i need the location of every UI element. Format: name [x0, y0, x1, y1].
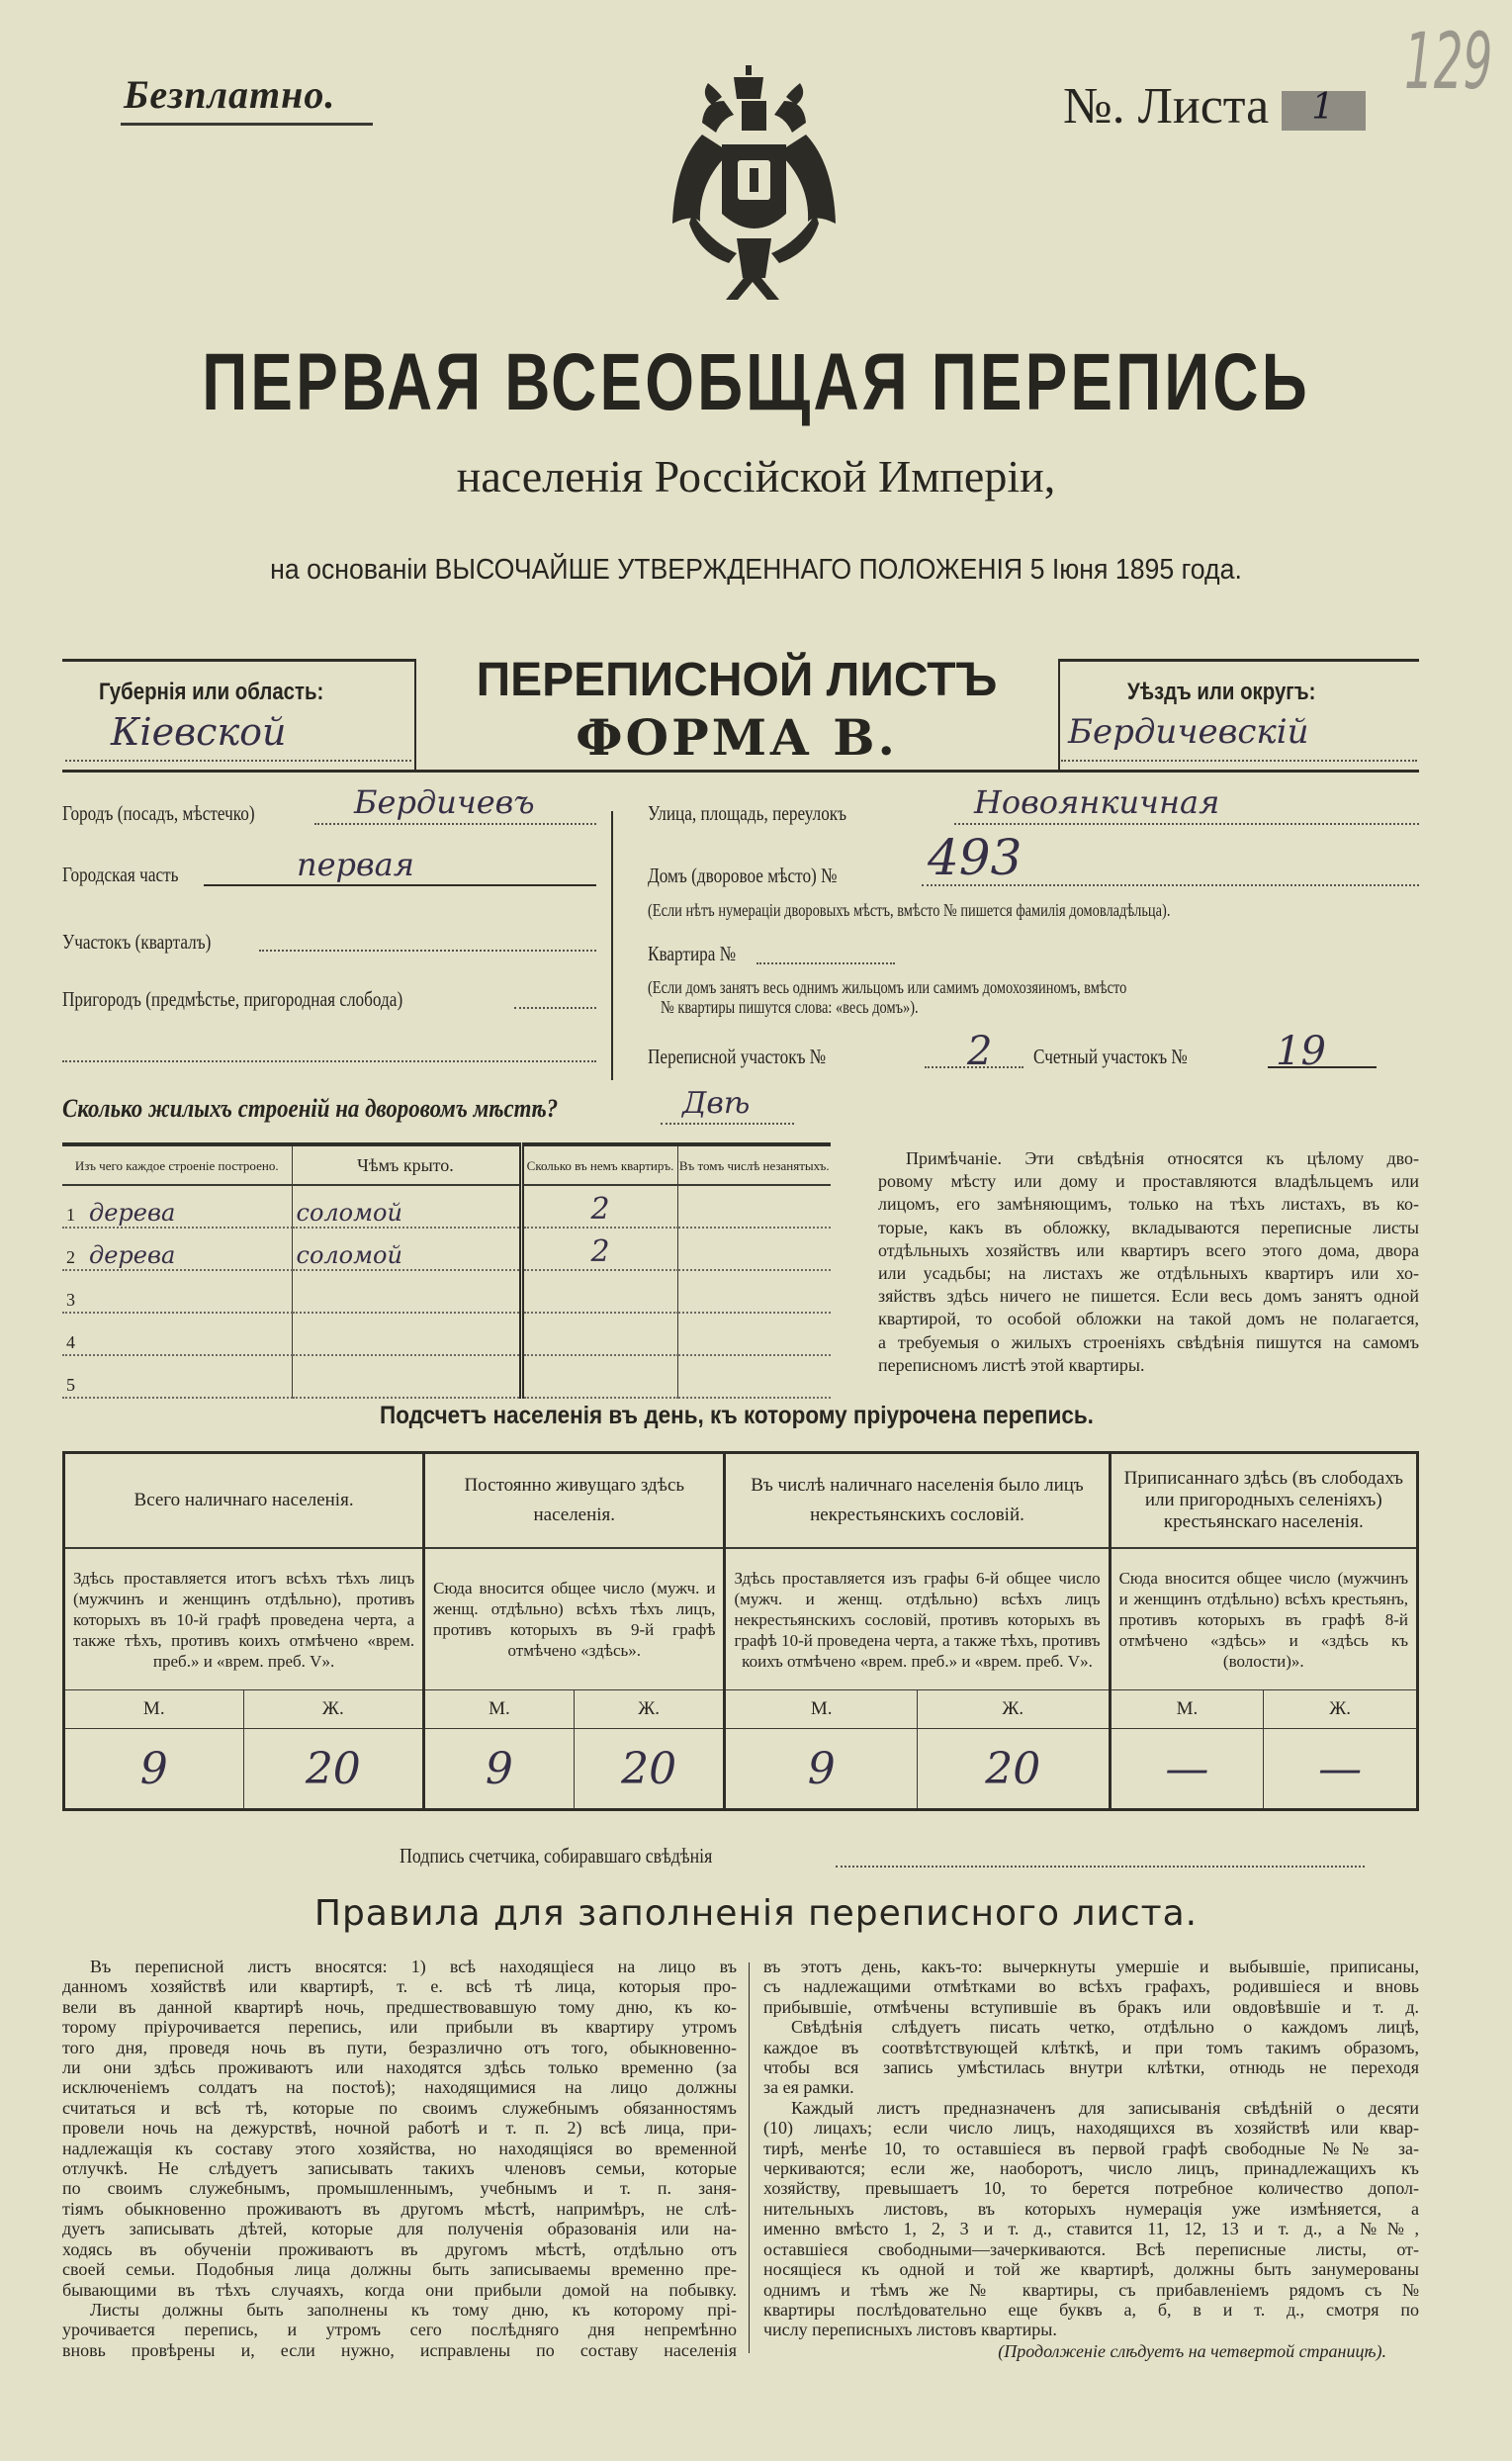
- house-note: (Если нѣтъ нумераціи дворовыхъ мѣстъ, вмѣсто № пишется фамилія домовладѣльца).: [648, 900, 1171, 920]
- rules-left-column: [62, 1957, 737, 2360]
- roof-cell[interactable]: [292, 1270, 521, 1313]
- female-header: Ж.: [574, 1690, 725, 1729]
- text-line: Каждый листъ предназначенъ для записыванія свѣдѣній о десяти: [791, 2097, 1419, 2118]
- structures-answer: Двѣ: [682, 1086, 751, 1121]
- vacant-cell[interactable]: [677, 1228, 831, 1270]
- divider: [121, 123, 373, 126]
- vacant-cell[interactable]: [677, 1355, 831, 1398]
- text-line: отдѣльныхъ хозяйствъ или квартиръ всего этого дома, двора: [878, 1239, 1419, 1260]
- female-count-field[interactable]: —: [1264, 1729, 1418, 1810]
- city-value: Бердичевъ: [354, 783, 535, 821]
- text-line: каждое въ соотвѣтствующей клѣткѣ, и при томъ такимъ образомъ,: [763, 2037, 1419, 2057]
- text-line: того дня, проведя ночь въ пути, безразлично отъ того, обыкновенно-: [62, 2037, 737, 2057]
- text-line: зяйствъ здѣсь ничего не пишется. Если весь домъ занятъ одной: [878, 1286, 1419, 1307]
- roof-cell[interactable]: [292, 1228, 521, 1270]
- text-line: квартирой, то особой обложки на такой домъ не полагается,: [878, 1309, 1419, 1329]
- table-row: [62, 1313, 831, 1355]
- column-header: Въ числѣ наличнаго населенія было лицъ некрестьянскихъ сословій.: [725, 1453, 1110, 1549]
- structures-table: [62, 1142, 831, 1399]
- column-description: Сюда вносится общее число (мужчинъ и женщинъ отдѣльно) всѣхъ крестьянъ, противъ которыхъ въ графѣ 8-й отмѣчено «здѣсь» и «здѣсь къ (волости)».: [1110, 1548, 1417, 1690]
- count-district-label: Счетный участокъ №: [1033, 1045, 1188, 1068]
- column-description: Здѣсь проставляется изъ графы 6-й общее число (мужч. и женщ. отдѣльно) всѣхъ лицъ некрестьянскихъ сословій, противъ которыхъ въ графѣ 10-й проведена черта, а также тѣхъ, противъ коихъ отмѣчено «врем. преб.» и «врем. преб. V».: [725, 1548, 1110, 1690]
- text-line: надлежащія къ составу этого хозяйства, но находящіяся во временной: [62, 2138, 737, 2158]
- male-header: М.: [424, 1690, 575, 1729]
- apartments-cell[interactable]: [521, 1270, 677, 1313]
- structures-question: Сколько жилыхъ строеній на дворовомъ мѣстѣ?: [62, 1094, 559, 1123]
- divider: [749, 1962, 750, 2353]
- rules-right-column: [763, 1957, 1419, 2340]
- male-count-field[interactable]: 9: [725, 1729, 918, 1810]
- city-part-field[interactable]: [204, 884, 596, 886]
- text-line: торому пріурочивается перепись, или прибыли въ квартиру утромъ: [62, 2017, 737, 2038]
- apartment-note: (Если домъ занятъ весь однимъ жильцомъ или самимъ домохозяиномъ, вмѣсто: [648, 977, 1127, 997]
- page-subtitle: населенія Россійской Имперіи,: [456, 451, 1056, 501]
- sheet-number: [1063, 77, 1366, 136]
- apartment-field[interactable]: [756, 962, 895, 964]
- text-line: ровому мѣсту или дому и проставляются владѣльцемъ или: [878, 1171, 1419, 1192]
- table-row: [62, 1270, 831, 1313]
- text-line: данномъ хозяйствѣ или квартирѣ, т. е. всѣ тѣ лица, которыя про-: [62, 1976, 737, 1997]
- text-line: переписномъ листѣ этой квартиры.: [878, 1354, 1145, 1375]
- rules-title: Правила для заполненія переписного листа.: [313, 1893, 1199, 1934]
- house-label: Домъ (дворовое мѣсто) №: [648, 864, 838, 887]
- text-line: а требуемыя о жилыхъ строеніяхъ свѣдѣнія пишутся на самомъ: [878, 1331, 1419, 1352]
- column-description: Здѣсь проставляется итогъ всѣхъ тѣхъ лицъ (мужчинъ и женщинъ отдѣльно), противъ которыхъ въ 10-й графѣ проведена черта, а также тѣхъ, противъ коихъ отмѣчено «врем. преб.» и «врем. преб. V».: [64, 1548, 424, 1690]
- material-cell[interactable]: [62, 1185, 292, 1228]
- text-line: вновь провѣрены и, если нужно, исправлены по составу населенія: [62, 2339, 737, 2360]
- apartment-note: № квартиры пишутся слова: «весь домъ»).: [661, 997, 919, 1017]
- street-field[interactable]: [954, 823, 1419, 825]
- text-line: своей семьи. Подобныя лица должны быть записываемы временно пре-: [62, 2259, 737, 2280]
- suburb-label: Пригородъ (предмѣстье, пригородная слобода): [62, 987, 403, 1011]
- male-header: М.: [725, 1690, 918, 1729]
- apartments-cell[interactable]: [521, 1355, 677, 1398]
- text-line: прибывшіе, отмѣчены вступившіе въ бракъ или овдовѣвшіе и т. д.: [763, 1996, 1419, 2017]
- text-line: или усадьбы; на листахъ же отдѣльныхъ квартиръ или хо-: [878, 1263, 1419, 1284]
- text-line: Въ переписной листъ вносятся: 1) всѣ находящіеся на лицо въ: [90, 1957, 737, 1976]
- material-cell-value: дерева: [89, 1199, 176, 1227]
- text-line: Примѣчаніе. Эти свѣдѣнія относятся къ цѣлому дво-: [906, 1148, 1419, 1168]
- female-header: Ж.: [243, 1690, 424, 1729]
- description-row: [64, 1548, 1418, 1690]
- divider: [62, 770, 1419, 773]
- text-line: хозяйству, превышаетъ 10, то берется потребное количество допол-: [763, 2178, 1419, 2199]
- roof-cell[interactable]: [292, 1313, 521, 1355]
- vacant-cell[interactable]: [677, 1185, 831, 1228]
- roof-cell-value: соломой: [296, 1241, 402, 1269]
- column-header: Постоянно живущаго здѣсь населенія.: [424, 1453, 725, 1549]
- vacant-cell[interactable]: [677, 1313, 831, 1355]
- apartments-cell-value: 2: [590, 1234, 610, 1269]
- text-line: черкиваются; если же, наоборотъ, число лицъ, принадлежащихъ къ: [763, 2158, 1419, 2179]
- row-number: 3: [66, 1290, 75, 1310]
- column-header: Всего наличнаго населенія.: [64, 1453, 424, 1549]
- material-cell[interactable]: [62, 1228, 292, 1270]
- text-line: Свѣдѣнія слѣдуетъ писать четко, отдѣльно о каждомъ лицѣ,: [791, 2017, 1419, 2038]
- city-label: Городъ (посадъ, мѣстечко): [62, 801, 255, 825]
- text-line: носящіеся къ одной и той же квартирѣ, должны быть занумерованы: [763, 2259, 1419, 2280]
- text-line: торые, какъ въ обложку, вкладываются переписные листы: [878, 1217, 1419, 1237]
- city-part-label: Городская часть: [62, 863, 179, 886]
- text-line: тирѣ, менѣе 10, то оставшіеся въ первой графѣ свободные №№ за-: [763, 2138, 1419, 2158]
- text-line: (10) лицахъ; если число лицъ, находящихся въ хозяйствѣ или квар-: [763, 2118, 1419, 2139]
- population-table: [62, 1451, 1419, 1811]
- text-line: ходясь въ обученіи проживаютъ въ другомъ мѣстѣ, отдѣльно отъ: [62, 2238, 737, 2259]
- material-cell[interactable]: [62, 1270, 292, 1313]
- table-row: [62, 1228, 831, 1270]
- female-count-field[interactable]: 20: [574, 1729, 725, 1810]
- district-label: Участокъ (кварталъ): [62, 930, 212, 954]
- apartment-label: Квартира №: [648, 942, 737, 965]
- male-count-field[interactable]: —: [1110, 1729, 1264, 1810]
- apartments-cell[interactable]: [521, 1313, 677, 1355]
- apartments-cell[interactable]: [521, 1185, 677, 1228]
- column-header: Изъ чего каждое строеніе построено.: [62, 1144, 292, 1185]
- population-count-title: Подсчетъ населенія въ день, къ которому пріурочена перепись.: [380, 1402, 1094, 1429]
- divider: [611, 811, 613, 1080]
- text-line: тіямъ обыкновенно проживаютъ въ другомъ мѣстѣ, напримѣръ, не слѣ-: [62, 2198, 737, 2219]
- guberniya-value: Кіевской: [111, 710, 287, 754]
- roof-cell[interactable]: [292, 1355, 521, 1398]
- enumerator-signature-label: Подпись счетчика, собиравшаго свѣдѣнія: [400, 1844, 713, 1868]
- census-district-value: 2: [967, 1029, 993, 1074]
- suburb-field-extra[interactable]: [62, 1060, 596, 1062]
- row-number: 5: [66, 1375, 75, 1395]
- vacant-cell[interactable]: [677, 1270, 831, 1313]
- apartments-cell-value: 2: [590, 1192, 610, 1227]
- values-row: [64, 1729, 1418, 1810]
- guberniya-label: Губернія или область:: [99, 679, 324, 705]
- divider: [1058, 659, 1060, 771]
- text-line: исключеніемъ солдатъ на постоѣ); находящимися на лицо должны: [62, 2077, 737, 2098]
- text-line: считаться и всѣ тѣ, которые по своимъ служебнымъ обязанностямъ: [62, 2097, 737, 2118]
- text-line: Листы должны быть заполнены къ тому дню, къ которому прі-: [90, 2299, 737, 2320]
- rules-continuation: (Продолженіе слѣдуетъ на четвертой страницѣ).: [998, 2341, 1386, 2361]
- uezd-field[interactable]: [1061, 760, 1417, 762]
- suburb-field[interactable]: [514, 1007, 596, 1009]
- archive-page-number: 129: [1404, 18, 1493, 107]
- roof-cell[interactable]: [292, 1185, 521, 1228]
- text-line: чтобы вся запись умѣстилась внутри клѣтки, отнюдь не переходя: [763, 2057, 1419, 2078]
- text-line: бывающими въ тѣхъ случаяхъ, когда они прибыли домой на побывку.: [62, 2279, 737, 2300]
- uezd-value: Бердичевскій: [1068, 712, 1309, 752]
- text-line: провели ночь на дежурствѣ, ночной работѣ и т. п. 2) всѣ лица, при-: [62, 2118, 737, 2139]
- text-line: вели въ данной квартирѣ ночь, предшествовавшую тому дню, къ ко-: [62, 1996, 737, 2017]
- page-title: ПЕРВАЯ ВСЕОБЩАЯ ПЕРЕПИСЬ: [202, 337, 1310, 427]
- form-title: ПЕРЕПИСНОЙ ЛИСТЪ: [476, 654, 998, 706]
- text-line: дуетъ записывать дѣтей, которые для полученія образованія или на-: [62, 2219, 737, 2239]
- roof-cell-value: соломой: [296, 1199, 402, 1227]
- apartments-cell[interactable]: [521, 1228, 677, 1270]
- column-description: Сюда вносится общее число (мужч. и женщ. отдѣльно) всѣхъ тѣхъ лицъ, противъ которыхъ въ 9-й графѣ отмѣчено «здѣсь».: [424, 1548, 725, 1690]
- text-line: урочивается перепись, и утромъ сего послѣдняго дня непремѣнно: [62, 2320, 737, 2340]
- column-header: Сколько въ немъ квартиръ.: [521, 1144, 677, 1185]
- sheet-number-label: №. Листа: [1063, 78, 1270, 135]
- text-line: съ надлежащими отмѣтками во всѣхъ графахъ, родившіеся и вновь: [763, 1976, 1419, 1997]
- census-district-label: Переписной участокъ №: [648, 1045, 827, 1068]
- column-header: Въ томъ числѣ незанятыхъ.: [677, 1144, 831, 1185]
- material-cell[interactable]: [62, 1355, 292, 1398]
- district-field[interactable]: [259, 950, 596, 952]
- column-header: Чѣмъ крыто.: [292, 1144, 521, 1185]
- text-line: въ этотъ день, какъ-то: вычеркнуты умершіе и выбывшіе, приписаны,: [763, 1957, 1419, 1976]
- count-district-value: 19: [1276, 1029, 1326, 1074]
- form-type: ФОРМА В.: [576, 708, 898, 767]
- female-header: Ж.: [917, 1690, 1110, 1729]
- text-line: оставшіеся свободными—зачеркиваются. Всѣ переписные листы, от-: [763, 2238, 1419, 2259]
- sheet-number-value: 1: [1311, 87, 1335, 129]
- text-line: по своимъ служебнымъ, промышленнымъ, учебнымъ и т. п. заня-: [62, 2178, 737, 2199]
- column-header: Приписаннаго здѣсь (въ слободахъ или пригородныхъ селеніяхъ) крестьянскаго населенія.: [1110, 1453, 1417, 1549]
- house-value: 493: [928, 829, 1023, 886]
- table-row: [62, 1185, 831, 1228]
- text-line: ли они здѣсь проживаютъ или находятся здѣсь только временно (за: [62, 2057, 737, 2078]
- female-count-field[interactable]: 20: [243, 1729, 424, 1810]
- legal-basis: на основаніи ВЫСОЧАЙШЕ УТВЕРЖДЕННАГО ПОЛОЖЕНІЯ 5 Іюня 1895 года.: [270, 554, 1242, 586]
- text-line: числу переписныхъ листовъ квартиры.: [763, 2320, 1057, 2340]
- text-line: лицомъ, его замѣняющимъ, только на тѣхъ листахъ, въ ко-: [878, 1194, 1419, 1215]
- structures-answer-field[interactable]: [661, 1123, 794, 1125]
- enumerator-signature-field[interactable]: [836, 1866, 1365, 1868]
- city-field[interactable]: [314, 823, 596, 825]
- material-cell-value: дерева: [89, 1241, 176, 1269]
- male-header: М.: [64, 1690, 244, 1729]
- divider: [62, 659, 415, 662]
- male-header: М.: [1110, 1690, 1264, 1729]
- uezd-label: Уѣздъ или округъ:: [1127, 679, 1316, 705]
- text-line: отлучкѣ. Не слѣдуетъ записывать такихъ членовъ семьи, которые: [62, 2158, 737, 2179]
- sex-header-row: [64, 1690, 1418, 1729]
- row-number: 1: [66, 1205, 75, 1225]
- city-part-value: первая: [297, 846, 414, 883]
- material-cell[interactable]: [62, 1313, 292, 1355]
- male-count-field[interactable]: 9: [64, 1729, 244, 1810]
- free-of-charge-label: Безплатно.: [124, 72, 336, 117]
- row-number: 4: [66, 1332, 75, 1352]
- table-header-row: [62, 1144, 831, 1185]
- text-line: квартиры послѣдовательно еще буквъ а, б, в и т. д., смотря по: [763, 2299, 1419, 2320]
- row-number: 2: [66, 1247, 75, 1267]
- sheet-number-box: [1282, 87, 1366, 131]
- divider: [1058, 659, 1419, 662]
- text-line: именно вмѣсто 1, 2, 3 и т. д., ставится 11, 12, 13 и т. д., а №№,: [763, 2219, 1419, 2239]
- table-header-row: [64, 1453, 1418, 1549]
- female-header: Ж.: [1264, 1690, 1418, 1729]
- female-count-field[interactable]: 20: [917, 1729, 1110, 1810]
- text-line: за ея рамки.: [763, 2077, 854, 2098]
- guberniya-field[interactable]: [65, 760, 411, 762]
- table-row: [62, 1355, 831, 1398]
- imperial-eagle-emblem-icon: [672, 65, 836, 303]
- male-count-field[interactable]: 9: [424, 1729, 575, 1810]
- text-line: однимъ и тѣмъ же № квартиры, съ прибавленіемъ рядомъ съ №: [763, 2279, 1419, 2300]
- street-value: Новоянкичная: [974, 783, 1220, 821]
- text-line: нительныхъ листовъ, въ которыхъ нумерація уже измѣняется, а: [763, 2198, 1419, 2219]
- street-label: Улица, площадь, переулокъ: [648, 801, 847, 825]
- structures-note: [878, 1147, 1419, 1377]
